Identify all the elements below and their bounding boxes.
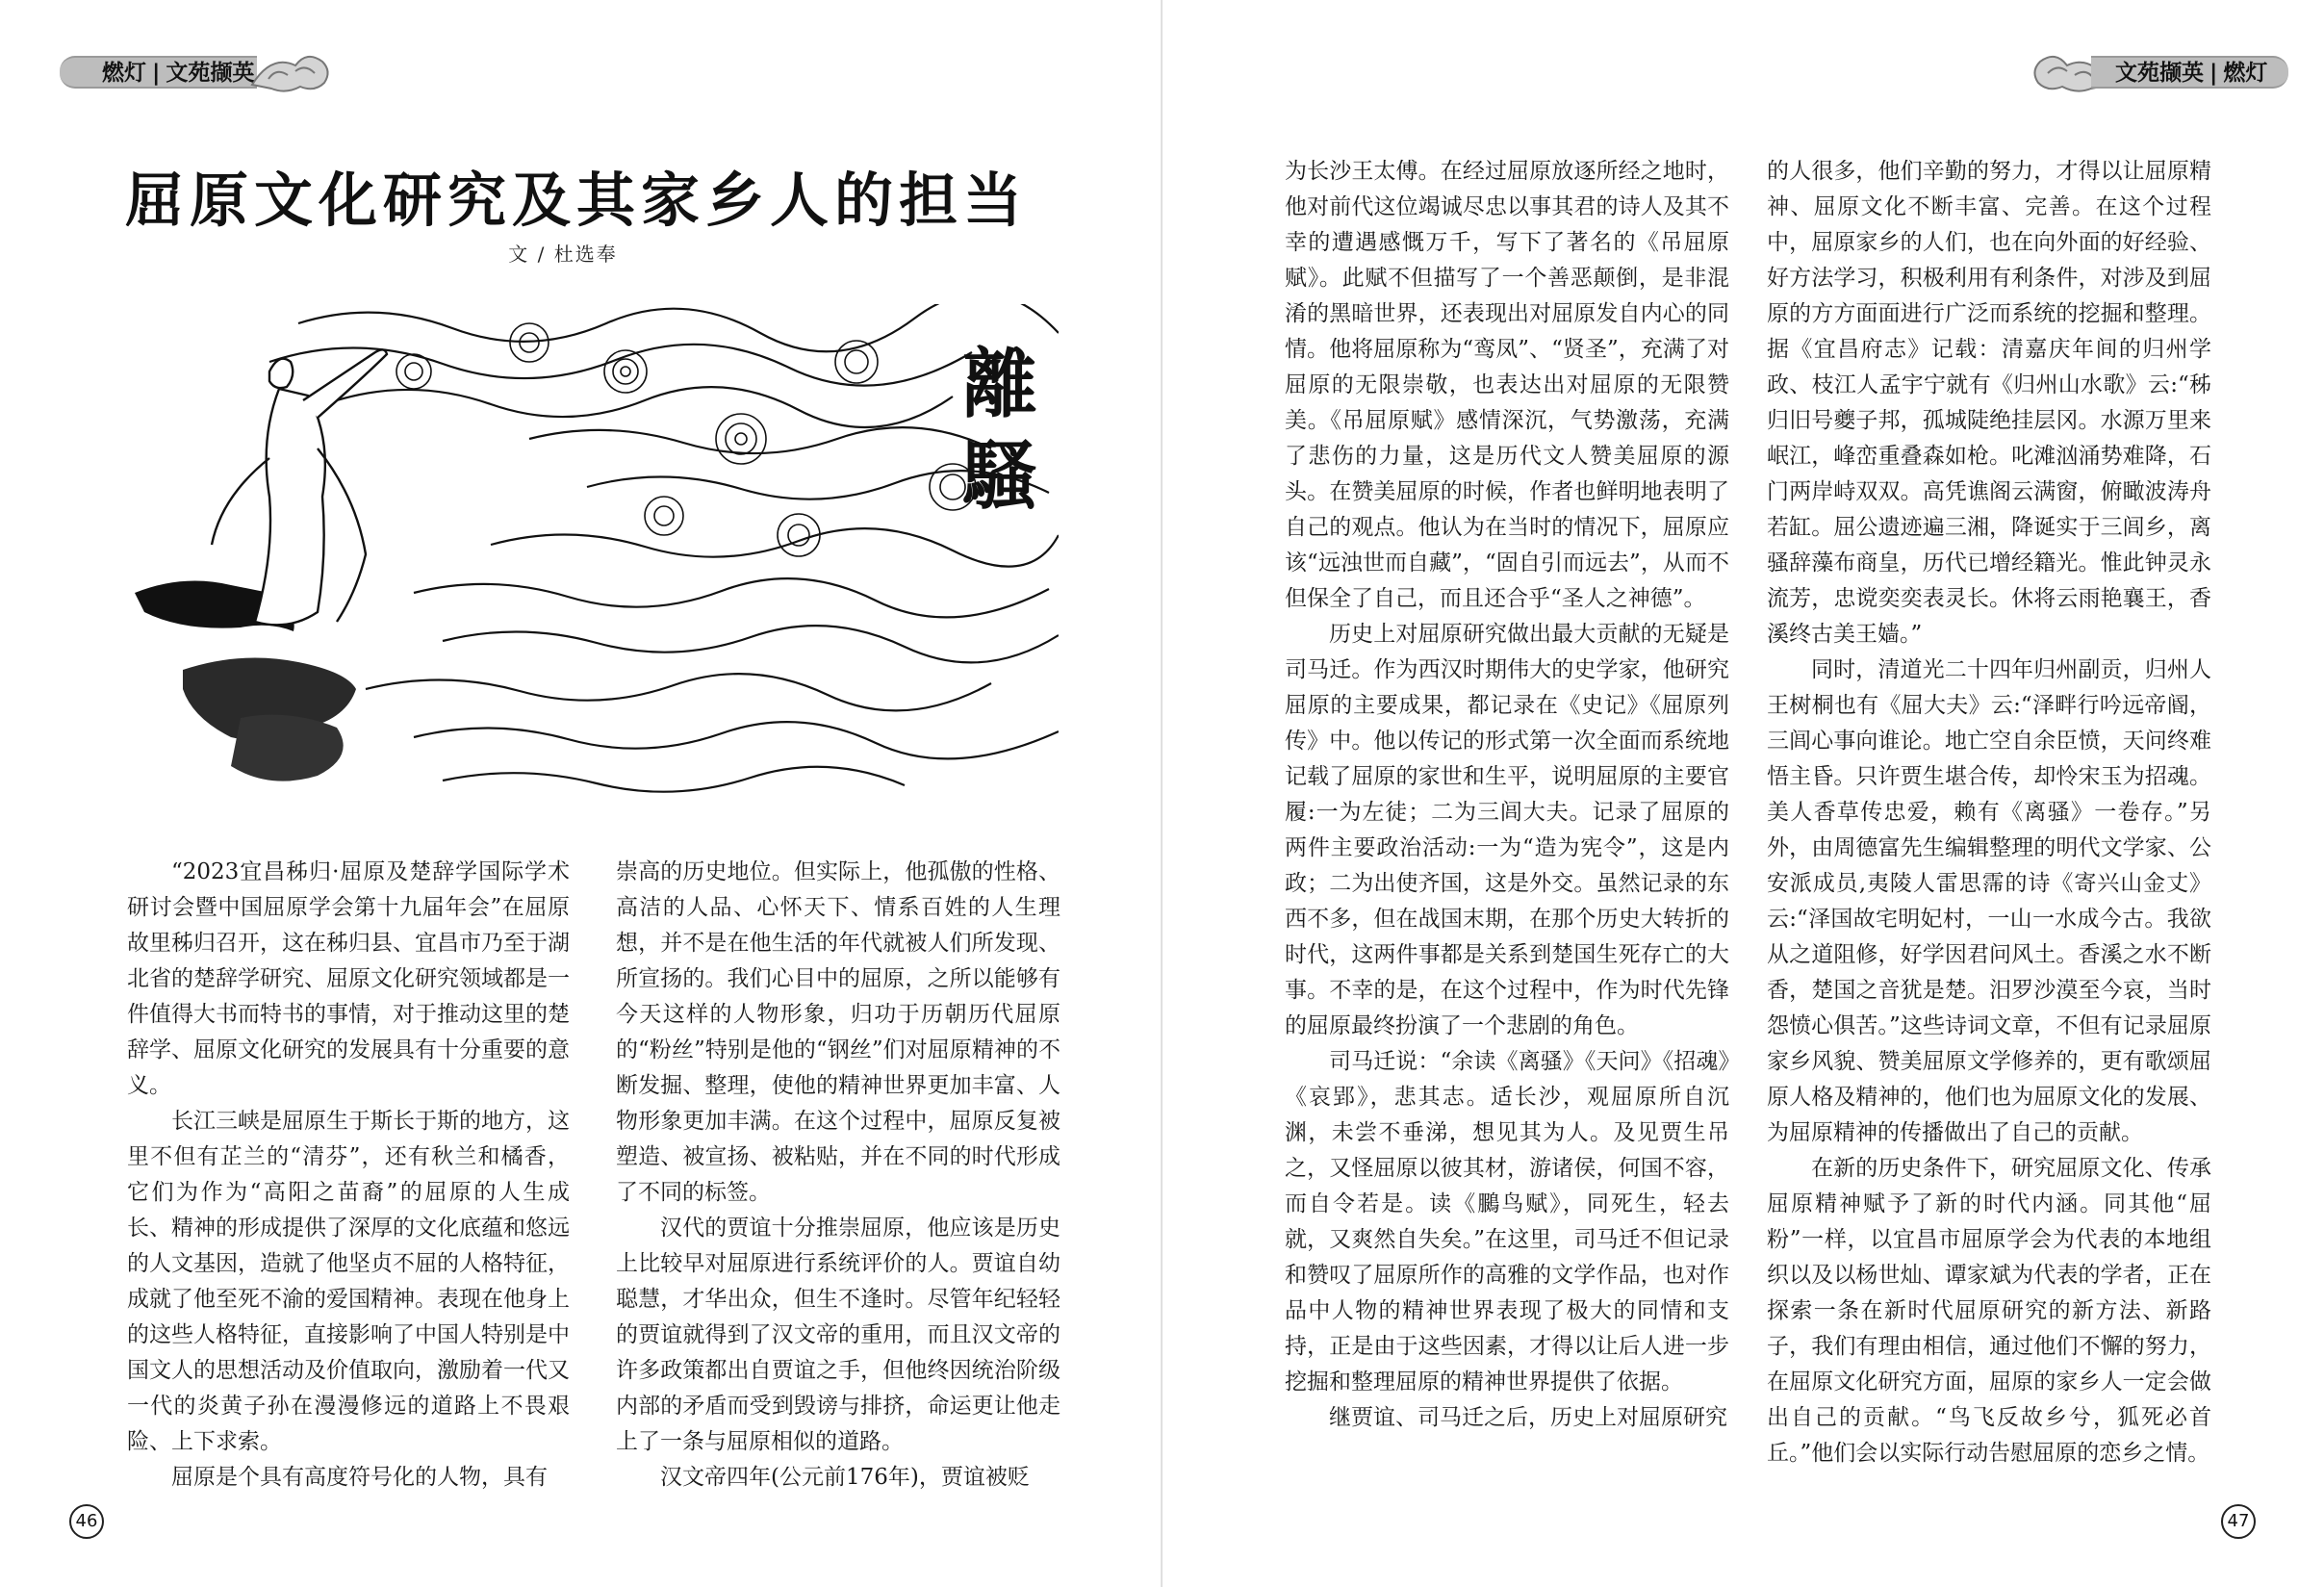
- paragraph: 屈原是个具有高度符号化的人物，具有: [171, 1465, 548, 1490]
- text-column-2: [616, 855, 1060, 1490]
- text-column-1: [127, 855, 570, 1490]
- paragraph: 崇高的历史地位。但实际上，他孤傲的性格、高洁的人品、心怀天下、情系百姓的人生理想，并不是在他生活的年代就被人们所发现、所宣扬的。我们心目中的屈原，之所以能够有今天这样的人物形象，归功于历朝历代屈原的“粉丝”特别是他的“钢丝”们对屈原精神的不断发掘、整理，使他的精神世界更加丰富、人物形象更加丰满。在这个过程中，屈原反复被塑造、被宣扬、被粘贴，并在不同的时代形成了不同的标签。: [616, 859, 1060, 1205]
- header-section-a: 文苑撷英: [2115, 61, 2204, 86]
- calligraphy-li: 離: [962, 341, 1038, 428]
- section-header-right: [2029, 46, 2288, 96]
- article-byline: 文 / 杜选奉: [508, 243, 618, 266]
- header-text-right: [2115, 55, 2267, 87]
- header-section-b: 燃灯: [2223, 61, 2268, 86]
- header-section-b: 文苑撷英: [166, 61, 255, 86]
- paragraph: 在新的历史条件下，研究屈原文化、传承屈原精神赋予了新的时代内涵。同其他“屈粉”一样，以宜昌市屈原学会为代表的本地组织以及以杨世灿、谭家斌为代表的学者，正在探索一条在新时代屈原研究的新方法、新路子，我们有理由相信，通过他们不懈的努力，在屈原文化研究方面，屈原的家乡人一定会做出自己的贡献。“鸟飞反故乡兮，狐死必首丘。”他们会以实际行动告慰屈原的恋乡之情。: [1767, 1156, 2211, 1466]
- calligraphy-sao: 騷: [962, 432, 1038, 520]
- paragraph: 长江三峡是屈原生于斯长于斯的地方，这里不但有芷兰的“清芬”，还有秋兰和橘香，它们为作为“高阳之苗裔”的屈原的人生成长、精神的形成提供了深厚的文化底蕴和悠远的人文基因，造就了他坚贞不屈的人格特征，成就了他至死不渝的爱国精神。表现在他身上的这些人格特征，直接影响了中国人特别是中国文人的思想活动及价值取向，激励着一代又一代的炎黄子孙在漫漫修远的道路上不畏艰险、上下求索。: [127, 1109, 570, 1454]
- page-number-left: 46: [69, 1504, 104, 1539]
- text-column-4: [1767, 154, 2211, 1492]
- paragraph: 汉文帝四年(公元前176年)，贾谊被贬: [660, 1465, 1030, 1490]
- section-header-left: [60, 46, 319, 96]
- header-separator: |: [2209, 61, 2218, 86]
- right-page: [1162, 0, 2324, 1587]
- header-section-a: 燃灯: [102, 61, 146, 86]
- paragraph: 历史上对屈原研究做出最大贡献的无疑是司马迁。作为西汉时期伟大的史学家，他研究屈原的主要成果，都记录在《史记》《屈原列传》中。他以传记的形式第一次全面而系统地记载了屈原的家世和生平，说明屈原的主要官履:一为左徒；二为三闾大夫。记录了屈原的两件主要政治活动:一为“造为宪令”，这是内政；二为出使齐国，这是外交。虽然记录的东西不多，但在战国末期，在那个历史大转折的时代，这两件事都是关系到楚国生死存亡的大事。不幸的是，在这个过程中，作为时代先锋的屈原最终扮演了一个悲剧的角色。: [1285, 622, 1729, 1038]
- header-text-left: [102, 55, 254, 87]
- text-column-3: [1285, 154, 1729, 1492]
- paragraph: 的人很多，他们辛勤的努力，才得以让屈原精神、屈原文化不断丰富、完善。在这个过程中，屈原家乡的人们，也在向外面的好经验、好方法学习，积极利用有利条件，对涉及到屈原的方方面面进行广泛而系统的挖掘和整理。据《宜昌府志》记载：清嘉庆年间的归州学政、枝江人孟宇宁就有《归州山水歌》云:“秭归旧号夔子邦，孤城陡绝挂层冈。水源万里来岷江，峰峦重叠森如枪。叱滩汹涌势难降，石门两岸峙双双。高凭谯阁云满窗，俯瞰波涛舟若缸。屈公遗迹遍三湘，降诞实于三闾乡，离骚辞藻布商皇，历代已增经籍光。惟此钟灵永流芳，忠谠奕奕表灵长。休将云雨艳襄王，香溪终古美王嫱。”: [1767, 159, 2211, 647]
- paragraph: 司马迁说：“余读《离骚》《天问》《招魂》《哀郢》，悲其志。适长沙，观屈原所自沉渊，未尝不垂涕，想见其为人。及见贾生吊之，又怪屈原以彼其材，游诸侯，何国不容，而自令若是。读《鵩鸟赋》，同死生，轻去就，又爽然自失矣。”在这里，司马迁不但记录和赞叹了屈原所作的高雅的文学作品，也对作品中人物的精神世界表现了极大的同情和支持，正是由于这些因素，才得以让后人进一步挖掘和整理屈原的精神世界提供了依据。: [1285, 1049, 1729, 1395]
- cloud-ornament-icon: [247, 46, 334, 96]
- paragraph: 同时，清道光二十四年归州副贡，归州人王树桐也有《屈大夫》云:“泽畔行吟远帝阍，三闾心事向谁论。地亡空自余臣愤，天问终难悟主昏。只许贾生堪合传，却怜宋玉为招魂。美人香草传忠爱，赖有《离骚》一卷存。”另外，由周德富先生编辑整理的明代文学家、公安派成员,夷陵人雷思霈的诗《寄兴山金丈》云:“泽国故宅明妃村，一山一水成今古。我欲从之道阻修，好学因君问风土。香溪之水不断香，楚国之音犹是楚。汨罗沙漠至今哀，当时怨愤心俱苦。”这些诗词文章，不但有记录屈原家乡风貌、赞美屈原文学修养的，更有歌颂屈原人格及精神的，他们也为屈原文化的发展、为屈原精神的传播做出了自己的贡献。: [1767, 657, 2211, 1145]
- paragraph: 为长沙王太傅。在经过屈原放逐所经之地时，他对前代这位竭诚尽忠以事其君的诗人及其不幸的遭遇感慨万千，写下了著名的《吊屈原赋》。此赋不但描写了一个善恶颠倒，是非混淆的黑暗世界，还表现出对屈原发自内心的同情。他将屈原称为“鸾凤”、“贤圣”，充满了对屈原的无限崇敬，也表达出对屈原的无限赞美。《吊屈原赋》感情深沉，气势激荡，充满了悲伤的力量，这是历代文人赞美屈原的源头。在赞美屈原的时候，作者也鲜明地表明了自己的观点。他认为在当时的情况下，屈原应该“远浊世而自藏”，“固自引而远去”，从而不但保全了自己，而且还合乎“圣人之神德”。: [1285, 159, 1729, 611]
- article-title: 屈原文化研究及其家乡人的担当: [125, 166, 1029, 235]
- header-separator: |: [152, 61, 161, 86]
- qu-yuan-illustration: [125, 304, 1059, 793]
- page-number-right: 47: [2221, 1504, 2256, 1539]
- paragraph: “2023宜昌秭归·屈原及楚辞学国际学术研讨会暨中国屈原学会第十九届年会”在屈原故里秭归召开，这在秭归县、宜昌市乃至于湖北省的楚辞学研究、屈原文化研究领域都是一件值得大书而特书的事情，对于推动这里的楚辞学、屈原文化研究的发展具有十分重要的意义。: [127, 859, 570, 1098]
- paragraph: 继贾谊、司马迁之后，历史上对屈原研究: [1329, 1405, 1727, 1430]
- paragraph: 汉代的贾谊十分推崇屈原，他应该是历史上比较早对屈原进行系统评价的人。贾谊自幼聪慧，才华出众，但生不逢时。尽管年纪轻轻的贾谊就得到了汉文帝的重用，而且汉文帝的许多政策都出自贾谊之手，但他终因统治阶级内部的矛盾而受到毁谤与排挤，命运更让他走上了一条与屈原相似的道路。: [616, 1216, 1060, 1454]
